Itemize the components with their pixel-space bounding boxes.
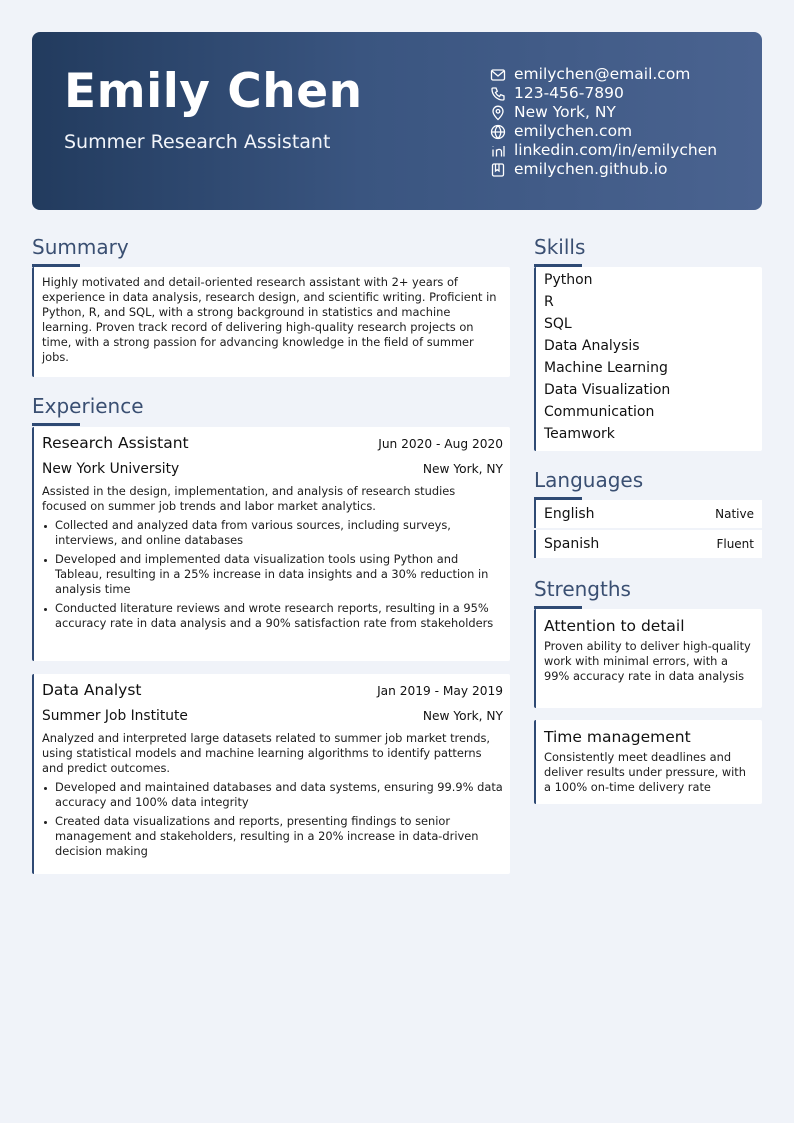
contact-phone-text: 123-456-7890 bbox=[514, 84, 624, 102]
contact-website-text: emilychen.com bbox=[514, 122, 633, 140]
location-icon bbox=[490, 105, 506, 121]
contact-email[interactable] bbox=[490, 65, 717, 84]
language-item bbox=[534, 500, 762, 528]
contact-github-text: emilychen.github.io bbox=[514, 160, 668, 178]
language-name: English bbox=[544, 506, 595, 522]
achievement-item: Collected and analyzed data from various sources, including surveys, interviews, and online databases bbox=[42, 518, 503, 548]
achievement-item: Conducted literature reviews and wrote research reports, resulting in a 95% accuracy rate in data analysis and a 90% satisfaction rate from stakeholders bbox=[42, 601, 503, 631]
skill-item: Teamwork bbox=[544, 426, 615, 442]
achievement-item: Created data visualizations and reports, presenting findings to senior management and stakeholders, resulting in a 20% increase in data-driven decision making bbox=[42, 814, 503, 859]
contact-location bbox=[490, 103, 717, 122]
skill-item: SQL bbox=[544, 316, 572, 332]
skill-item: Python bbox=[544, 272, 593, 288]
language-item bbox=[534, 530, 762, 558]
job-location: New York, NY bbox=[422, 462, 503, 476]
strength-item bbox=[534, 609, 762, 708]
job-achievements bbox=[42, 518, 503, 631]
skill-item: Machine Learning bbox=[544, 360, 668, 376]
experience-item bbox=[32, 427, 510, 661]
job-description: Analyzed and interpreted large datasets related to summer job market trends, using statistical models and machine learning algorithms to identify patterns and predict outcomes. bbox=[42, 731, 490, 775]
summary-text: Highly motivated and detail-oriented research assistant with 2+ years of experience in data analysis, research design, and scientific writing. Proficient in Python, R, and SQL, with a strong background in statistics and machine learning. Proven track record of delivering high-quality research projects on time, with a strong passion for advancing knowledge in the field of summer jobs. bbox=[42, 275, 497, 364]
phone-icon bbox=[490, 86, 506, 102]
contact-location-text: New York, NY bbox=[514, 103, 616, 121]
achievement-item: Developed and implemented data visualization tools using Python and Tableau, resulting in a 25% increase in data insights and a 30% reduction in analysis time bbox=[42, 552, 503, 597]
job-title: Research Assistant bbox=[42, 434, 189, 452]
job-organization: New York University bbox=[42, 461, 180, 477]
job-description: Assisted in the design, implementation, and analysis of research studies focused on summer job trends and labor market analytics. bbox=[42, 484, 456, 513]
contact-email-text: emilychen@email.com bbox=[514, 65, 691, 83]
summary-card bbox=[32, 267, 510, 377]
job-title: Data Analyst bbox=[42, 681, 142, 699]
skill-item: Communication bbox=[544, 404, 655, 420]
strength-description: Consistently meet deadlines and deliver results under pressure, with a 100% on-time delivery rate bbox=[544, 750, 746, 794]
candidate-name: Emily Chen bbox=[64, 64, 363, 119]
summary-heading: Summary bbox=[32, 235, 129, 259]
experience-item bbox=[32, 674, 510, 874]
contact-linkedin-text: linkedin.com/in/emilychen bbox=[514, 141, 718, 159]
strength-title: Time management bbox=[544, 728, 691, 746]
linkedin-icon bbox=[490, 143, 506, 159]
contact-phone[interactable] bbox=[490, 84, 717, 103]
achievement-item: Developed and maintained databases and data systems, ensuring 99.9% data accuracy and 100% data integrity bbox=[42, 780, 503, 810]
skills-heading: Skills bbox=[534, 235, 586, 259]
strength-item bbox=[534, 720, 762, 804]
skill-item: Data Analysis bbox=[544, 338, 640, 354]
job-achievements bbox=[42, 780, 503, 859]
candidate-role: Summer Research Assistant bbox=[64, 131, 331, 153]
job-dates: Jun 2020 - Aug 2020 bbox=[378, 437, 503, 451]
strength-description: Proven ability to deliver high-quality work with minimal errors, with a 99% accuracy rate in data analysis bbox=[544, 639, 751, 683]
skill-item: R bbox=[544, 294, 554, 310]
language-level: Fluent bbox=[716, 537, 754, 551]
skill-item: Data Visualization bbox=[544, 382, 671, 398]
contact-list bbox=[490, 65, 717, 179]
strengths-heading: Strengths bbox=[534, 577, 631, 601]
resume-header bbox=[32, 32, 762, 210]
strength-title: Attention to detail bbox=[544, 617, 685, 635]
job-location: New York, NY bbox=[422, 709, 503, 723]
experience-heading: Experience bbox=[32, 394, 144, 418]
language-name: Spanish bbox=[544, 536, 600, 552]
skills-card bbox=[534, 267, 762, 451]
contact-linkedin[interactable] bbox=[490, 141, 717, 160]
language-level: Native bbox=[715, 507, 754, 521]
job-organization: Summer Job Institute bbox=[42, 708, 188, 724]
github-icon bbox=[490, 162, 506, 178]
contact-github[interactable] bbox=[490, 160, 717, 179]
languages-heading: Languages bbox=[534, 468, 644, 492]
job-dates: Jan 2019 - May 2019 bbox=[377, 684, 503, 698]
globe-icon bbox=[490, 124, 506, 140]
contact-website[interactable] bbox=[490, 122, 717, 141]
email-icon bbox=[490, 67, 506, 83]
